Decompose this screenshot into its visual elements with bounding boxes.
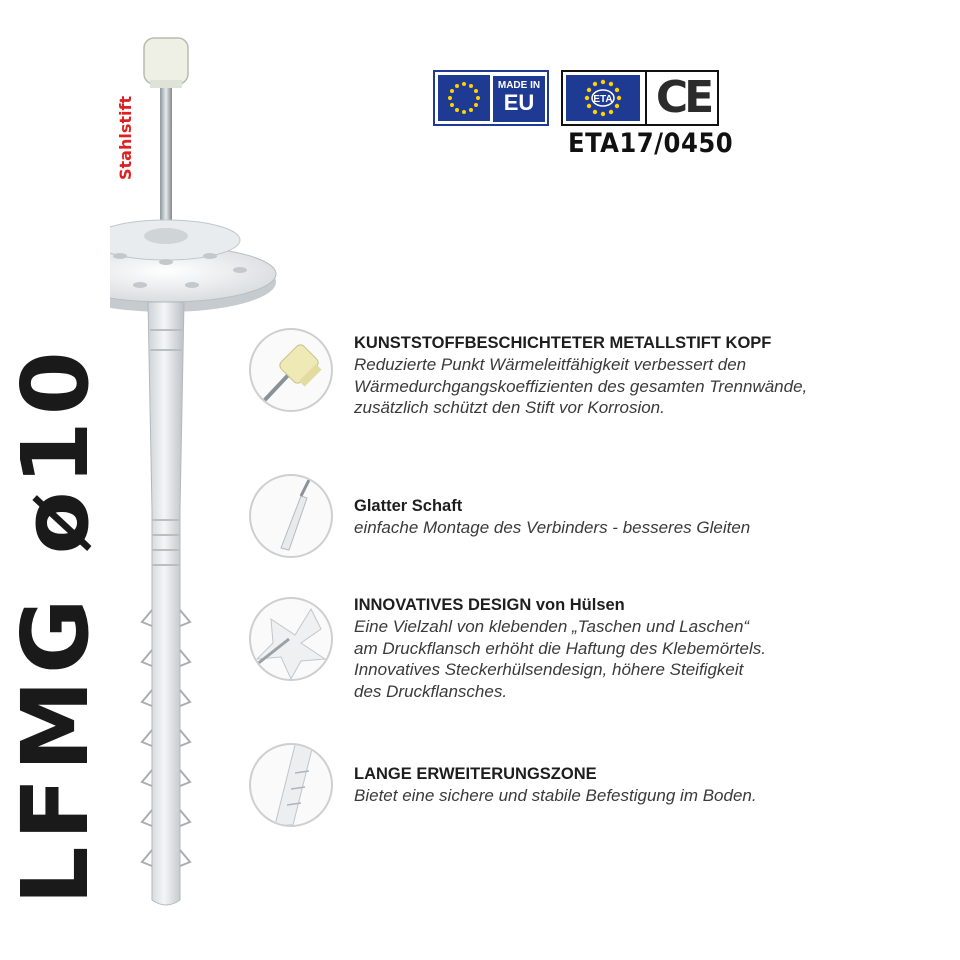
feature-sleeve-design <box>354 595 934 702</box>
eta-flag-icon <box>566 75 640 121</box>
plastic-cap <box>144 38 188 88</box>
feature-line: einfache Montage des Verbinders - besseres Gleiten <box>354 518 751 537</box>
smooth-shaft-icon <box>249 474 333 558</box>
feature-expansion-zone <box>354 764 934 807</box>
feature-heading: INNOVATIVES DESIGN von Hülsen <box>354 596 625 614</box>
feature-line: Reduzierte Punkt Wärmeleitfähigkeit verbessert den <box>354 355 747 374</box>
feature-pin-head <box>354 333 934 419</box>
made-in-eu-badge <box>433 70 549 126</box>
feature-line: am Druckflansch erhöht die Haftung des Klebemörtels. <box>354 638 766 658</box>
feature-line: des Druckflansches. <box>354 681 508 701</box>
made-in-text: MADE IN <box>497 80 541 91</box>
sleeve-design-icon <box>249 597 333 681</box>
feature-line: zusätzlich schützt den Stift vor Korrosion. <box>354 398 665 417</box>
expansion-zone-icon <box>249 743 333 827</box>
sleeve-shaft <box>148 302 184 905</box>
product-title: LFMG ø10 <box>2 345 109 905</box>
eu-text: EU <box>503 90 535 115</box>
feature-line: Eine Vielzahl von klebenden „Taschen und Laschen“ <box>354 617 750 636</box>
feature-heading: LANGE ERWEITERUNGSZONE <box>354 765 597 783</box>
feature-line: Innovatives Steckerhülsendesign, höhere Steifigkeit <box>354 660 744 679</box>
feature-heading: Glatter Schaft <box>354 497 463 515</box>
eta-ce-badge <box>561 70 719 126</box>
pin-head-icon <box>249 328 333 412</box>
eta-code: ETA17/0450 <box>568 128 734 159</box>
steel-pin-label: Stahlstift <box>116 95 135 180</box>
pressure-plate <box>110 220 276 312</box>
feature-line: Bietet eine sichere und stabile Befestigung im Boden. <box>354 786 757 805</box>
feature-smooth-shaft <box>354 496 934 539</box>
eu-flag-icon <box>438 75 490 121</box>
ce-mark: CE <box>645 72 719 124</box>
feature-line: Wärmedurchgangskoeffizienten des gesamten Trennwände, <box>354 376 808 396</box>
made-in-eu-label <box>493 76 545 122</box>
eta-label: ETA <box>593 94 613 105</box>
feature-heading: KUNSTSTOFFBESCHICHTETER METALLSTIFT KOPF <box>354 334 772 352</box>
